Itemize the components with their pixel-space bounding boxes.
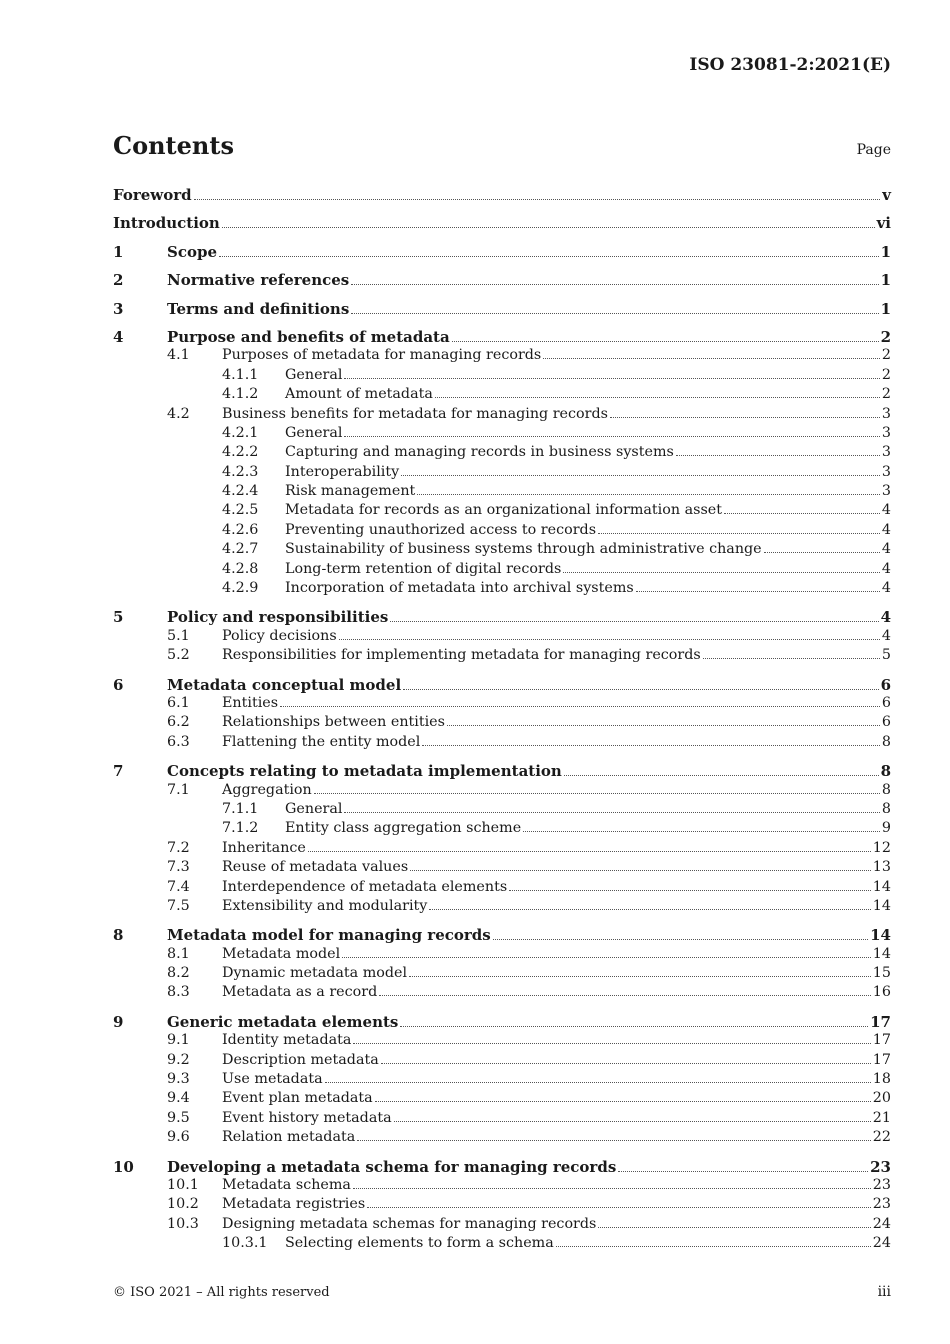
toc-entry[interactable]: [113, 1216, 891, 1235]
toc-entry-title[interactable]: Foreword: [113, 186, 192, 204]
toc-entry[interactable]: [113, 186, 891, 205]
toc-entry[interactable]: [113, 271, 891, 290]
toc-entry-page[interactable]: 14: [872, 945, 891, 962]
toc-entry-number: 4.1.2: [222, 386, 259, 403]
toc-entry-title[interactable]: Use metadata: [222, 1071, 323, 1088]
dot-leader: [636, 591, 880, 592]
dot-leader: [344, 436, 879, 437]
toc-entry[interactable]: [113, 859, 891, 878]
toc-entry-page[interactable]: 3: [881, 483, 891, 500]
toc-entry-page[interactable]: 14: [870, 926, 891, 945]
toc-entry-title[interactable]: Generic metadata elements: [167, 1012, 399, 1031]
toc-entry-title[interactable]: Selecting elements to form a schema: [285, 1235, 554, 1252]
toc-entry-page[interactable]: v: [882, 186, 891, 204]
toc-entry-title[interactable]: Interdependence of metadata elements: [222, 878, 508, 895]
toc-entry[interactable]: [113, 898, 891, 917]
dot-leader: [222, 227, 875, 228]
toc-entry-number: 5.2: [167, 647, 190, 664]
toc-entry-page[interactable]: 4: [880, 608, 891, 627]
toc-entry-number: 7.3: [167, 859, 190, 876]
toc-entry[interactable]: [113, 444, 891, 463]
toc-entry[interactable]: [113, 879, 891, 898]
toc-entry-page[interactable]: 17: [870, 1012, 891, 1031]
toc-entry[interactable]: [113, 1196, 891, 1215]
toc-entry[interactable]: [113, 647, 891, 666]
toc-entry[interactable]: [113, 1032, 891, 1051]
toc-entry[interactable]: [113, 801, 891, 820]
toc-entry-number: 4.2.9: [222, 580, 259, 597]
dot-leader: [493, 939, 868, 940]
toc-entry-page[interactable]: 4: [881, 502, 891, 519]
dot-leader: [563, 572, 880, 573]
dot-leader: [339, 639, 880, 640]
toc-entry-page[interactable]: 12: [872, 839, 891, 856]
toc-entry-number: 4.2.1: [222, 424, 259, 441]
toc-entry-title[interactable]: Concepts relating to metadata implementation: [167, 762, 562, 781]
toc-entry-number: 7: [113, 762, 124, 781]
dot-leader: [724, 513, 880, 514]
toc-entry-page[interactable]: 6: [881, 714, 891, 731]
toc-entry-number: 9.2: [167, 1051, 190, 1068]
toc-entry-number: 7.2: [167, 839, 190, 856]
toc-entry[interactable]: [113, 425, 891, 444]
toc-entry[interactable]: [113, 214, 891, 233]
toc-entry-title[interactable]: Policy decisions: [222, 627, 337, 644]
toc-entry-title[interactable]: Entities: [222, 694, 279, 711]
toc-entry[interactable]: [113, 782, 891, 801]
toc-entry-number: 6.1: [167, 694, 190, 711]
toc-entry-page[interactable]: 2: [881, 347, 891, 364]
toc-entry-title[interactable]: Developing a metadata schema for managing records: [167, 1157, 617, 1176]
toc-entry-number: 7.1: [167, 781, 190, 798]
toc-entry-page[interactable]: 4: [881, 560, 891, 577]
toc-entry[interactable]: [113, 347, 891, 366]
toc-entry[interactable]: [113, 676, 891, 695]
toc-entry-number: 8.2: [167, 965, 190, 982]
toc-entry-page[interactable]: 22: [872, 1129, 891, 1146]
dot-leader: [342, 957, 871, 958]
toc-entry-title[interactable]: Metadata registries: [222, 1196, 366, 1213]
dot-leader: [417, 494, 880, 495]
toc-entry[interactable]: [113, 840, 891, 859]
toc-entry-number: 4.1.1: [222, 366, 259, 383]
toc-entry-title[interactable]: Business benefits for metadata for managing records: [222, 405, 608, 422]
toc-entry-page[interactable]: 15: [872, 965, 891, 982]
toc-entry-page[interactable]: 5: [881, 647, 891, 664]
toc-entry[interactable]: [113, 541, 891, 560]
dot-leader: [598, 533, 880, 534]
toc-entry-number: 5.1: [167, 627, 190, 644]
toc-entry-title[interactable]: Terms and definitions: [167, 299, 350, 318]
toc-entry-page[interactable]: 23: [872, 1176, 891, 1193]
dot-leader: [390, 621, 878, 622]
toc-entry-page[interactable]: 1: [880, 299, 891, 318]
toc-entry-page[interactable]: 8: [880, 762, 891, 781]
toc-entry-number: 8.3: [167, 984, 190, 1001]
toc-entry-number: 10: [113, 1157, 134, 1176]
toc-entry-page[interactable]: 4: [881, 541, 891, 558]
toc-entry[interactable]: [113, 367, 891, 386]
toc-entry[interactable]: [113, 714, 891, 733]
dot-leader: [523, 831, 880, 832]
dot-leader: [400, 1026, 868, 1027]
toc-entry-number: 4.2.4: [222, 483, 259, 500]
toc-entry-title[interactable]: Inheritance: [222, 839, 306, 856]
toc-entry-title[interactable]: General: [285, 366, 343, 383]
toc-entry-title[interactable]: Metadata conceptual model: [167, 675, 402, 694]
toc-entry-number: 5: [113, 608, 124, 627]
toc-entry[interactable]: [113, 965, 891, 984]
dot-leader: [618, 1171, 868, 1172]
toc-entry[interactable]: [113, 580, 891, 599]
toc-entry-number: 2: [113, 271, 124, 290]
toc-entry[interactable]: [113, 608, 891, 627]
toc-entry-page[interactable]: 23: [870, 1157, 891, 1176]
toc-entry-title[interactable]: Flattening the entity model: [222, 733, 421, 750]
toc-entry-page[interactable]: 4: [881, 580, 891, 597]
toc-entry-page[interactable]: 1: [880, 242, 891, 261]
toc-entry-page[interactable]: 3: [881, 424, 891, 441]
toc-entry-page[interactable]: 21: [872, 1109, 891, 1126]
toc-entry[interactable]: [113, 483, 891, 502]
toc-entry-page[interactable]: 2: [881, 386, 891, 403]
toc-entry[interactable]: [113, 1013, 891, 1032]
toc-entry[interactable]: [113, 406, 891, 425]
toc-entry-title[interactable]: Event plan metadata: [222, 1090, 373, 1107]
toc-entry-title[interactable]: Incorporation of metadata into archival systems: [285, 580, 634, 597]
toc-entry[interactable]: [113, 243, 891, 262]
toc-entry-title[interactable]: Relationships between entities: [222, 714, 445, 731]
toc-entry-title[interactable]: Metadata schema: [222, 1176, 351, 1193]
toc-entry-number: 4.2.6: [222, 521, 259, 538]
dot-leader: [379, 995, 871, 996]
dot-leader: [598, 1227, 870, 1228]
toc-entry-title[interactable]: Event history metadata: [222, 1109, 392, 1126]
toc-entry-page[interactable]: 24: [872, 1235, 891, 1252]
toc-entry[interactable]: [113, 522, 891, 541]
toc-entry[interactable]: [113, 695, 891, 714]
dot-leader: [764, 552, 880, 553]
toc-entry[interactable]: [113, 464, 891, 483]
toc-entry-title[interactable]: Risk management: [285, 483, 416, 500]
toc-entry[interactable]: [113, 1177, 891, 1196]
toc-entry-title[interactable]: Responsibilities for implementing metadata for managing records: [222, 647, 701, 664]
dot-leader: [564, 775, 879, 776]
toc-entry[interactable]: [113, 1129, 891, 1148]
toc-entry-page[interactable]: 6: [881, 694, 891, 711]
toc-entry-title[interactable]: Introduction: [113, 214, 220, 233]
toc-entry-title[interactable]: Relation metadata: [222, 1129, 356, 1146]
toc-entry-page[interactable]: 20: [872, 1090, 891, 1107]
toc-entry[interactable]: [113, 1052, 891, 1071]
dot-leader: [409, 976, 871, 977]
copyright-notice: © ISO 2021 – All rights reserved: [113, 1285, 330, 1300]
toc-entry-number: 10.2: [167, 1196, 199, 1213]
toc-entry[interactable]: [113, 820, 891, 839]
toc-entry[interactable]: [113, 328, 891, 347]
toc-entry-title[interactable]: Reuse of metadata values: [222, 859, 409, 876]
dot-leader: [410, 870, 871, 871]
toc-entry-page[interactable]: 4: [881, 521, 891, 538]
toc-entry-number: 6.2: [167, 714, 190, 731]
toc-entry-page[interactable]: 2: [881, 366, 891, 383]
toc-entry-title[interactable]: Purposes of metadata for managing records: [222, 347, 542, 364]
toc-entry-title[interactable]: Entity class aggregation scheme: [285, 820, 522, 837]
dot-leader: [394, 1121, 871, 1122]
toc-entry-page[interactable]: 14: [872, 878, 891, 895]
dot-leader: [452, 341, 879, 342]
toc-entry-title[interactable]: Aggregation: [222, 781, 312, 798]
toc-entry-title[interactable]: Scope: [167, 242, 218, 261]
dot-leader: [403, 689, 878, 690]
toc-entry-page[interactable]: 8: [881, 781, 891, 798]
toc-entry[interactable]: [113, 386, 891, 405]
toc-entry-page[interactable]: vi: [876, 214, 891, 233]
toc-entry-page[interactable]: 2: [880, 327, 891, 346]
toc-entry[interactable]: [113, 502, 891, 521]
dot-leader: [219, 256, 879, 257]
page-number: iii: [877, 1284, 891, 1300]
toc-entry-number: 4.2.3: [222, 463, 259, 480]
toc-entry-page[interactable]: 18: [872, 1071, 891, 1088]
dot-leader: [381, 1063, 871, 1064]
toc-entry-page[interactable]: 17: [872, 1032, 891, 1049]
dot-leader: [676, 455, 880, 456]
dot-leader: [703, 658, 880, 659]
toc-entry[interactable]: [113, 762, 891, 781]
toc-entry[interactable]: [113, 561, 891, 580]
dot-leader: [429, 909, 870, 910]
toc-entry-title[interactable]: Description metadata: [222, 1051, 379, 1068]
toc-entry-number: 4.2.7: [222, 541, 259, 558]
toc-entry[interactable]: [113, 1235, 891, 1254]
toc-entry-page[interactable]: 1: [880, 271, 891, 290]
dot-leader: [447, 725, 880, 726]
page-column-label: Page: [856, 142, 891, 158]
toc-entry-title[interactable]: Interoperability: [285, 463, 400, 480]
toc-entry-title[interactable]: Metadata as a record: [222, 984, 378, 1001]
toc-entry[interactable]: [113, 300, 891, 319]
toc-entry-page[interactable]: 9: [881, 820, 891, 837]
dot-leader: [351, 284, 878, 285]
dot-leader: [556, 1246, 871, 1247]
toc-entry-title[interactable]: Preventing unauthorized access to records: [285, 521, 597, 538]
toc-entry-page[interactable]: 6: [880, 675, 891, 694]
toc-entry[interactable]: [113, 984, 891, 1003]
dot-leader: [543, 358, 880, 359]
toc-entry-number: 10.3: [167, 1215, 199, 1232]
toc-entry-number: 4.2.5: [222, 502, 259, 519]
toc-entry-title[interactable]: Metadata for records as an organizational information asset: [285, 502, 722, 519]
toc-entry-number: 7.5: [167, 897, 190, 914]
toc-entry[interactable]: [113, 734, 891, 753]
dot-leader: [194, 199, 881, 200]
toc-entry-title[interactable]: Policy and responsibilities: [167, 608, 389, 627]
dot-leader: [344, 812, 879, 813]
toc-entry-number: 7.1.1: [222, 800, 259, 817]
dot-leader: [308, 851, 871, 852]
toc-entry-page[interactable]: 8: [881, 733, 891, 750]
toc-entry-number: 4.2.8: [222, 560, 259, 577]
dot-leader: [435, 397, 880, 398]
toc-entry-page[interactable]: 16: [872, 984, 891, 1001]
toc-entry[interactable]: [113, 1110, 891, 1129]
toc-entry-number: 9.6: [167, 1129, 190, 1146]
toc-entry-title[interactable]: Dynamic metadata model: [222, 965, 408, 982]
toc-entry-number: 9.4: [167, 1090, 190, 1107]
toc-entry-page[interactable]: 3: [881, 444, 891, 461]
toc-entry-page[interactable]: 23: [872, 1196, 891, 1213]
toc-entry-title[interactable]: Metadata model for managing records: [167, 926, 491, 945]
toc-entry-number: 4: [113, 327, 124, 346]
toc-entry-page[interactable]: 4: [881, 627, 891, 644]
dot-leader: [353, 1043, 870, 1044]
toc-entry-number: 9.3: [167, 1071, 190, 1088]
toc-entry-number: 4.2: [167, 405, 190, 422]
dot-leader: [610, 417, 880, 418]
toc-entry-title[interactable]: Designing metadata schemas for managing records: [222, 1215, 597, 1232]
toc-entry-title[interactable]: Extensibility and modularity: [222, 897, 428, 914]
toc-entry-title[interactable]: Normative references: [167, 271, 350, 290]
toc-entry[interactable]: [113, 946, 891, 965]
toc-entry-number: 7.1.2: [222, 820, 259, 837]
toc-entry-number: 6.3: [167, 733, 190, 750]
toc-entry[interactable]: [113, 1158, 891, 1177]
toc-entry-title[interactable]: Amount of metadata: [285, 386, 433, 403]
toc-entry-title[interactable]: Sustainability of business systems through administrative change: [285, 541, 762, 558]
toc-entry-number: 8: [113, 926, 124, 945]
toc-entry-number: 7.4: [167, 878, 190, 895]
toc-entry-page[interactable]: 3: [881, 405, 891, 422]
dot-leader: [509, 890, 871, 891]
dot-leader: [401, 475, 880, 476]
toc-entry-title[interactable]: Long-term retention of digital records: [285, 560, 562, 577]
page-title: Contents: [113, 131, 234, 160]
toc-entry-number: 10.1: [167, 1176, 199, 1193]
toc-entry[interactable]: [113, 1071, 891, 1090]
dot-leader: [422, 745, 880, 746]
toc-entry-page[interactable]: 24: [872, 1215, 891, 1232]
dot-leader: [325, 1082, 871, 1083]
toc-entry-title[interactable]: General: [285, 800, 343, 817]
dot-leader: [357, 1140, 871, 1141]
toc-entry-page[interactable]: 3: [881, 463, 891, 480]
toc-entry-title[interactable]: Capturing and managing records in business systems: [285, 444, 674, 461]
toc-entry-number: 4.2.2: [222, 444, 259, 461]
toc-entry-number: 6: [113, 675, 124, 694]
dot-leader: [375, 1101, 871, 1102]
toc-entry-number: 1: [113, 242, 124, 261]
dot-leader: [344, 378, 879, 379]
toc-entry-title[interactable]: General: [285, 424, 343, 441]
toc-entry-number: 9.1: [167, 1032, 190, 1049]
toc-entry-number: 4.1: [167, 347, 190, 364]
dot-leader: [367, 1207, 871, 1208]
dot-leader: [314, 793, 880, 794]
toc-entry-title[interactable]: Metadata model: [222, 945, 341, 962]
toc-entry-number: 10.3.1: [222, 1235, 268, 1252]
toc-entry-page[interactable]: 17: [872, 1051, 891, 1068]
toc-entry[interactable]: [113, 1090, 891, 1109]
toc-entry-page[interactable]: 14: [872, 897, 891, 914]
document-identifier: ISO 23081-2:2021(E): [689, 55, 891, 75]
toc-entry-number: 9: [113, 1012, 124, 1031]
dot-leader: [353, 1188, 871, 1189]
toc-entry[interactable]: [113, 628, 891, 647]
toc-entry-page[interactable]: 8: [881, 800, 891, 817]
toc-entry-title[interactable]: Purpose and benefits of metadata: [167, 327, 450, 346]
toc-entry[interactable]: [113, 926, 891, 945]
dot-leader: [351, 313, 878, 314]
toc-entry-title[interactable]: Identity metadata: [222, 1032, 352, 1049]
toc-entry-number: 8.1: [167, 945, 190, 962]
toc-entry-number: 3: [113, 299, 124, 318]
dot-leader: [280, 706, 880, 707]
toc-entry-page[interactable]: 13: [872, 859, 891, 876]
table-of-contents: [113, 186, 891, 1255]
toc-entry-number: 9.5: [167, 1109, 190, 1126]
